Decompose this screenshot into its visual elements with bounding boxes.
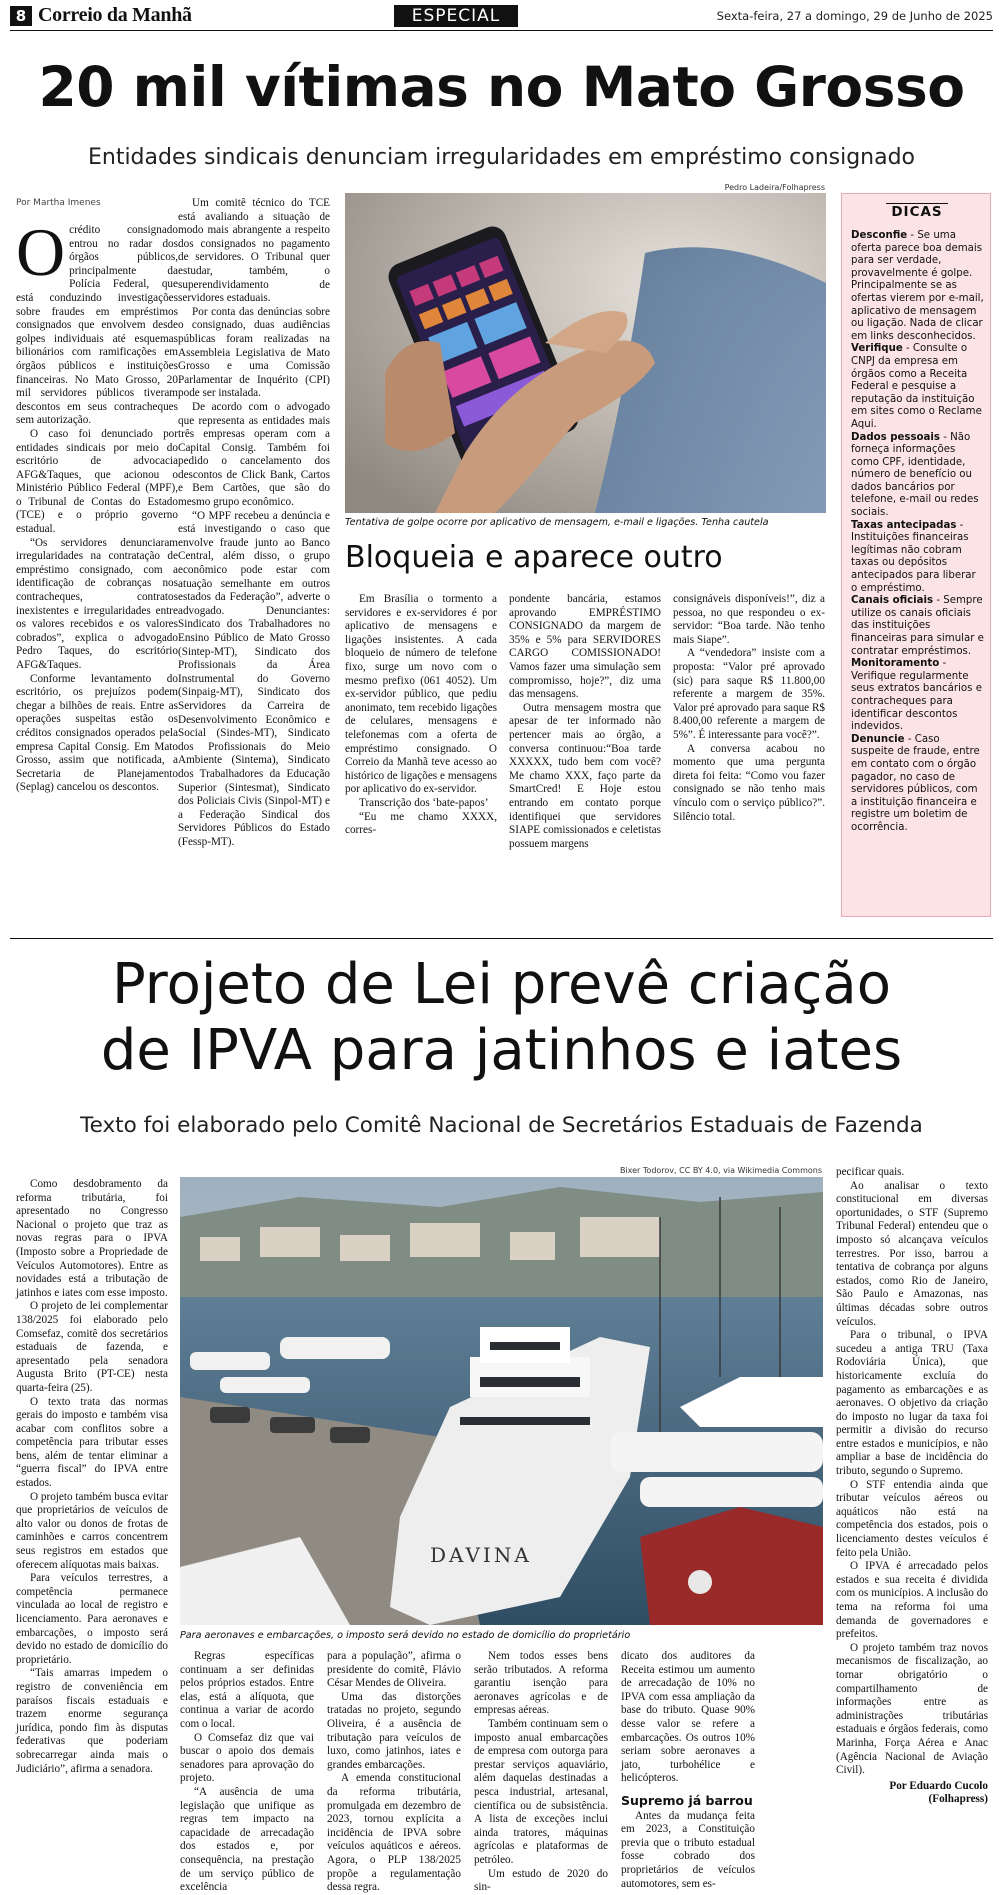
dicas-title-rule: [886, 203, 948, 204]
story1-headline: 20 mil vítimas no Mato Grosso: [38, 55, 965, 119]
paragraph: Para veículos terrestres, a competência permanece vinculada ao local de registro e licenciamento. Para aeronaves e embarcações, o imposto será devido no estado de domicílio do proprietário.: [16, 1572, 168, 1666]
dicas-list: [851, 230, 985, 835]
paragraph: Por conta das denúncias sobre o consignado, duas audiências públicas foram realizadas na Assembleia Legislativa de Mato Grosso e uma Comissão Parlamentar de Inquérito (CPI) pode ser instalada.: [178, 305, 330, 400]
photo-caption: Tentativa de golpe ocorre por aplicativo de mensagem, e-mail e ligações. Tenha cautela: [345, 517, 769, 528]
paragraph: Ao analisar o texto constitucional em diversas oportunidades, o STF (Supremo Tribunal Federal) entendeu que o imposto só alcançava veículos terrestres. Por isso, barrou a tentativa de cobrança por alguns estados, como Rio de Janeiro, São Paulo e Amazonas, nas últimas décadas sobre outros veículos.: [836, 1179, 988, 1328]
story2-headline-line2: de IPVA para jatinhos e iates: [100, 1018, 903, 1083]
paragraph: consignáveis disponíveis!”, diz a pessoa, no que respondeu o ex-servidor: “Boa tarde. Não tenho mais Siape”.: [673, 593, 825, 646]
paragraph: Outra mensagem mostra que apesar de ter informado não pertencer mais ao órgão, a conversa continuou:“Boa tarde XXXXX, tudo bem com você? Me chamo XXX, faço parte da SmartCred! E Hoje estou entrando em contato porque identifiquei que servidores SIAPE comissionados e celetistas possuem margens: [509, 701, 661, 850]
page-header: [0, 0, 1003, 30]
paragraph: Antes da mudança feita em 2023, a Constituição previa que o tributo estadual fosse cobrado dos proprietários de veículos automotores, sem es-: [621, 1809, 755, 1890]
author-signature: Por Eduardo Cucolo: [889, 1779, 988, 1792]
story2-column-6: [836, 1166, 988, 1807]
section-label: ESPECIAL: [394, 5, 518, 27]
story1-column-2: [178, 197, 330, 850]
paragraph: Uma das distorções tratadas no projeto, segundo Oliveira, é a ausência de tributação para veículos de luxo, como jatinhos, iates e grandes embarcações.: [327, 1690, 461, 1771]
story2-subhead: Texto foi elaborado pelo Comitê Nacional de Secretários Estaduais de Fazenda: [80, 1113, 923, 1138]
paragraph: O projeto também traz novos mecanismos de fiscalização, ao tornar obrigatório o compartilhamento de informações entre as administrações tributárias estaduais e órgãos federais, como Marinha, Força Aérea e Anac (Agência Nacional de Aviação Civil).: [836, 1641, 988, 1777]
photo-caption: Para aeronaves e embarcações, o imposto será devido no estado de domicílio do proprietário: [180, 1630, 631, 1641]
dicas-item: Desconfie - Se uma oferta parece boa demais para ser verdade, provavelmente é golpe. Principalmente se as ofertas vierem por e-mail, aplicativo de mensagem ou ligação. Nada de clicar em links desconhecidos.: [851, 230, 984, 342]
paragraph: Um estudo de 2020 do sin-: [474, 1867, 608, 1894]
story2-column-1: [16, 1178, 168, 1776]
paragraph: De acordo com o advogado que representa as entidades mais três empresas operam com a Capital Consig. Também foi pedido o cancelamento dos descontos de Click Bank, Cartos e Bem Cartões, que são do mesmo grupo econômico.: [178, 400, 330, 509]
dicas-title: DICAS: [891, 204, 943, 220]
marina-illustration: [180, 1177, 823, 1625]
paragraph: Em Brasília o tormento a servidores e ex-servidores é por aplicativo de mensagens e ligações insistentes. A cada bloqueio de número de telefone fixo, surge um novo com o mesmo prefixo (061 4052). Um ex-servidor público, que pediu anonimato, tem recebido ligações de celulares, mensagens e telefonemas com a oferta de empréstimo consignado. O Correio da Manhã teve acesso ao histórico de ligações e mensagens por aplicativo do ex-servidor.: [345, 593, 497, 796]
paragraph: O projeto de lei complementar 138/2025 foi elaborado pelo Comsefaz, comitê dos secretários estaduais de fazenda, e apresentado pela senadora Augusta Brito (PT-CE) nesta quarta-feira (25).: [16, 1300, 168, 1394]
paragraph: “A ausência de uma legislação que unifique as regras tem impacto na capacidade de arrecadação dos estados e, por consequência, na prestação de um serviço público de excelência: [180, 1785, 314, 1894]
paragraph: para a população”, afirma o presidente do comitê, Flávio César Mendes de Oliveira.: [327, 1650, 461, 1690]
paragraph: Conforme levantamento do escritório, os prejuízos podem chegar a bilhões de reais. Entre as operações suspeitas estão os créditos consignados operados pela empresa Capital Consig. Em Mato Grosso, assim que notificada, a Secretaria de Planejamento (Seplag) cancelou os descontos.: [16, 672, 178, 794]
column-subheading: Supremo já barrou: [621, 1792, 753, 1808]
paragraph: “Eu me chamo XXXX, corres-: [345, 810, 497, 837]
paragraph: pecificar quais.: [836, 1166, 905, 1178]
paragraph: O projeto também busca evitar que proprietários de veículos de alto valor ou donos de frotas de caminhões e carros concentrem seus registros em estados que oferecem alíquotas mais baixas.: [16, 1490, 168, 1571]
paragraph: A emenda constitucional da reforma tributária, promulgada em dezembro de 2023, tornou explícita a incidência de IPVA sobre veículos aquáticos e aéreos. Agora, o PLP 138/2025 propõe a regulamentação dessa regra.: [327, 1772, 461, 1894]
paragraph: O Comsefaz diz que vai buscar o apoio dos demais senadores para aprovação do projeto.: [180, 1731, 314, 1785]
paragraph: O STF entendia ainda que tributar veículos aéreos ou aquáticos não está na competência dos estados, pois o licenciamento destes veículos é feito pela União.: [836, 1478, 988, 1559]
story1-subhead: Entidades sindicais denunciam irregularidades em empréstimo consignado: [87, 145, 916, 170]
photo-credit: Bixer Todorov, CC BY 4.0, via Wikimedia Commons: [619, 1166, 822, 1175]
dicas-item: Taxas antecipadas - Instituições financeiras legítimas não cobram taxas ou depósitos antecipados para liberar o empréstimo.: [851, 519, 976, 594]
masthead: Correio da Manhã: [38, 4, 192, 26]
paragraph: dicato dos auditores da Receita estimou um aumento de arrecadação de 10% no IPVA com essa ampliação da base do tributo. Quase 90% desse valor se refere a embarcações. Os outros 10% seriam sobre aeronaves a jato, turbohélice e helicópteros.: [621, 1650, 755, 1785]
marina-photo: [180, 1177, 823, 1625]
phone-photo: [345, 193, 826, 513]
byline: Por Martha Imenes: [16, 198, 101, 208]
issue-date: Sexta-feira, 27 a domingo, 29 de Junho de 2025: [716, 9, 993, 23]
story2-column-4: [474, 1650, 608, 1895]
dicas-box: [841, 193, 991, 917]
dicas-item: Verifique - Consulte o CNPJ da empresa em órgãos como a Receita Federal e pesquise a reputação da instituição em sites como o Reclame Aqui.: [851, 343, 982, 430]
paragraph: Também continuam sem o imposto anual embarcações de empresa com outorga para prestar serviços aquaviário, além daquelas destinadas a pesca industrial, artesanal, científica ou de subsistência. A lista de exceções inclui ainda tratores, máquinas agrícolas e plataformas de petróleo.: [474, 1717, 608, 1866]
paragraph: “Tais amarras impedem o registro de conveniência em paraísos fiscais estaduais e trazem enorme segurança jurídica, pondo fim às disputas federativas que poderiam sobrecarregar ainda mais o Judiciário”, afirma a senadora.: [16, 1667, 168, 1775]
header-rule: [10, 30, 993, 31]
dicas-item: Dados pessoais - Não forneça informações como CPF, identidade, número de benefício ou dados bancários por telefone, e-mail ou redes sociais.: [851, 431, 979, 519]
paragraph: “O MPF recebeu a denúncia e está investigando o caso que envolve fraude junto ao Banco Central, além disso, o grupo econômico pode estar com atuação semelhante em outros estados da Federação”, adverte o advogado. Denunciantes: Sindicato dos Trabalhadores no Ensino Público de Mato Grosso (Sintep-MT), Sindicato dos Profissionais da Área Instrumental do Governo (Sinpaig-MT), Sindicato dos Servidores da Carreira de Desenvolvimento Econômico e Social (Sindes-MT), Sindicato dos Profissionais do Meio Ambiente (Sintema), Sindicato dos Trabalhadores da Educação Superior (Sintesmat), Sindicato dos Policiais Civis (Sinpol-MT) e a Federação Sindical dos Servidores Públicos do Estado (Fessp-MT).: [178, 509, 330, 848]
paragraph: O IPVA é arrecadado pelos estados e sua receita é dividida com os municípios. A inclusão do tema na reforma foi uma demanda de governadores e prefeitos.: [836, 1560, 988, 1641]
paragraph: A “vendedora” insiste com a proposta: “Valor pré aprovado (sic) para saque R$ 11.800,00 referente a margem de 35%. Valor pré aprovado para saque R$ 8.400,00 referente a margem de 5%”. É interessante para você?”.: [673, 647, 825, 741]
paragraph: Para o tribunal, o IPVA sucedeu a antiga TRU (Taxa Rodoviária Única), que historicamente excluía do pagamento as embarcações e as aeronaves. O objetivo da criação do imposto no lugar da taxa foi permitir a divisão do recurso entre estados e municípios, e não ampliar a base de incidência do tributo, segundo o Supremo.: [836, 1329, 988, 1478]
drop-cap: O: [16, 214, 66, 290]
lead-paragraph: crédito consignado entrou no radar dos órgãos públicos, principalmente da Polícia Federal, que está conduzindo investigações sobre fraudes em empréstimos consignados que envolvem desde golpes individuais até esquemas bilionários com ramificações em órgãos públicos e instituições financeiras. No Mato Grosso, 20 mil servidores públicos tiveram descontos em seus contracheques sem autorização.: [16, 224, 178, 427]
story2-column-2: [180, 1650, 314, 1895]
story2-column-3: [327, 1650, 461, 1895]
paragraph: A conversa acabou no momento que uma pergunta direta foi feita: “Como vou fazer consignado se não tenho mais vínculo com o serviço público?”. Silêncio total.: [673, 742, 825, 823]
story2-headline-line1: Projeto de Lei prevê criação: [112, 952, 891, 1017]
story2-column-5: [621, 1650, 755, 1891]
dicas-item: Monitoramento - Verifique regularmente seus extratos bancários e contracheques para identificar descontos indevidos.: [851, 658, 982, 733]
page-number: 8: [10, 6, 32, 26]
sub-column-2: [509, 593, 661, 851]
dicas-item: Canais oficiais - Sempre utilize os canais oficiais das instituições financeiras para simular e contratar empréstimos.: [851, 595, 984, 657]
paragraph: O caso foi denunciado por entidades sindicais por meio do escritório de advocacia AFG&Taques, que acionou o Ministério Público Federal (MPF), o Tribunal de Contas do Estado (TCE) e o próprio governo estadual.: [16, 427, 178, 536]
dicas-item: Denuncie - Caso suspeite de fraude, entre em contato com o órgão pagador, no caso de servidores públicos, com a instituição financeira e registre um boletim de ocorrência.: [851, 733, 980, 833]
paragraph: Regras específicas continuam a ser definidas pelos próprios estados. Entre elas, está a alíquota, que continua a variar de acordo com o local.: [180, 1650, 314, 1730]
sub-column-3: [673, 593, 825, 824]
paragraph: O texto trata das normas gerais do imposto e também visa acabar com conflitos sobre a competência para tributar esses bens, além de tentar eliminar a “guerra fiscal” do IPVA entre estados.: [16, 1395, 168, 1490]
sub-headline: Bloqueia e aparece outro: [345, 540, 723, 575]
boat-name: DAVINA: [430, 1543, 532, 1567]
paragraph: Um comitê técnico do TCE está avaliando a situação de modo mais abrangente a respeito dos consignados no pagamento de servidores. O Tribunal quer estudar, também, o superendividamento de servidores estaduais.: [178, 197, 330, 305]
author-source: (Folhapress): [928, 1793, 988, 1806]
paragraph: “Os servidores denunciaram irregularidades na contratação de empréstimo consignado, com a identificação de cobranças nos contracheques, contratos inexistentes e irregularidades entre os valores recebidos e os valores cobrados”, explica o advogado Pedro Taques, do escritório AFG&Taques.: [16, 536, 178, 671]
paragraph: Transcrição dos ‘bate-papos’: [359, 796, 489, 809]
section-divider: [10, 938, 993, 939]
sub-column-1: [345, 593, 497, 838]
paragraph: pondente bancária, estamos aprovando EMPRÉSTIMO CONSIGNADO da margem de 35% e 5% para SERVIDORES CARGO COMISSIONADO! Vamos fazer uma simulação sem compromisso, hoje?”, diz uma das mensagens.: [509, 593, 661, 701]
story1-column-1: [16, 214, 178, 795]
paragraph: Como desdobramento da reforma tributária, foi apresentado no Congresso Nacional o projeto que traz as novas regras para o IPVA (Imposto sobre a Propriedade de Veículos Automotores). Entre as novidades está a tributação de jatinhos e iates com esse imposto.: [16, 1178, 168, 1299]
paragraph: Nem todos esses bens serão tributados. A reforma garantiu isenção para aeronaves agrícolas e de empresas aéreas.: [474, 1650, 608, 1717]
photo-credit: Pedro Ladeira/Folhapress: [724, 183, 825, 192]
phone-illustration: [345, 193, 826, 513]
